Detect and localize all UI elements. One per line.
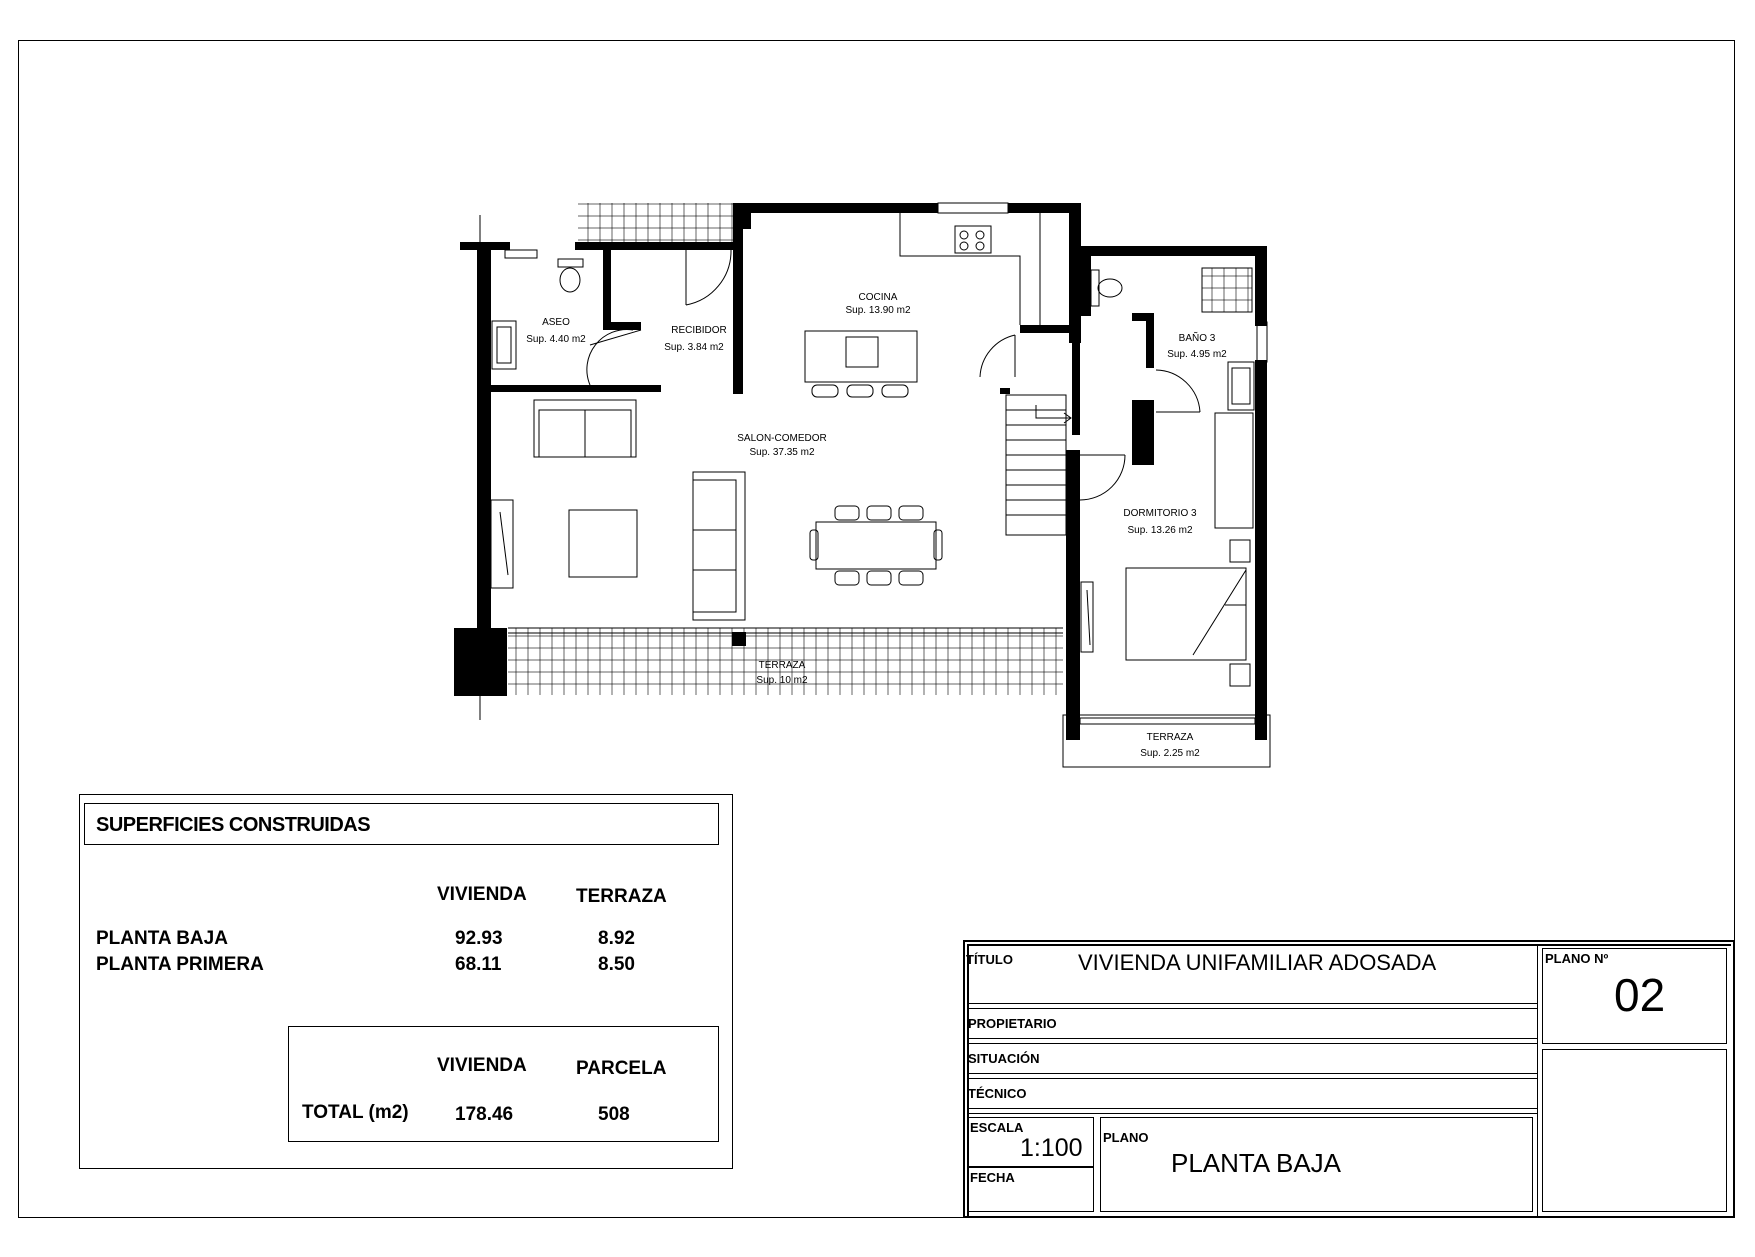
room-area-terraza-small: Sup. 2.25 m2 [1140,748,1200,759]
row-terraza-planta-primera: 8.50 [598,954,635,975]
tecnico-label: TÉCNICO [968,1086,1027,1101]
total-parcela: 508 [598,1104,630,1125]
total-label: TOTAL (m2) [302,1102,409,1123]
room-label-salon: SALON-COMEDOR [737,433,827,444]
room-label-aseo: ASEO [542,317,570,328]
col-vivienda-header: VIVIENDA [437,884,527,905]
divider [967,1008,1537,1009]
divider [967,1078,1537,1079]
doors [587,250,1200,500]
plano-label: PLANO [1103,1130,1149,1145]
room-label-terraza-small: TERRAZA [1146,732,1194,743]
row-vivienda-planta-primera: 68.11 [455,954,502,975]
row-vivienda-planta-baja: 92.93 [455,928,503,949]
fecha-label: FECHA [970,1170,1015,1185]
room-label-bano3: BAÑO 3 [1178,333,1216,344]
bedroom-furniture [1081,413,1253,686]
plano-no-label: PLANO Nº [1545,951,1609,966]
divider [967,1043,1537,1044]
row-label-planta-primera: PLANTA PRIMERA [96,954,264,975]
escala-label: ESCALA [970,1120,1024,1135]
room-label-dormitorio3: DORMITORIO 3 [1123,508,1197,519]
living-furniture [491,400,942,620]
entrance-tiles [578,203,734,243]
col-terraza-header: TERRAZA [576,886,667,907]
situacion-label: SITUACIÓN [968,1051,1040,1066]
room-label-terraza-main: TERRAZA [758,660,806,671]
title-block-inner-top [967,944,1731,946]
room-area-terraza-main: Sup. 10 m2 [756,675,808,686]
room-label-cocina: COCINA [858,292,898,303]
aseo-fixtures [492,259,583,369]
escala-value: 1:100 [1020,1134,1083,1162]
room-area-cocina: Sup. 13.90 m2 [845,305,911,316]
total-col-vivienda: VIVIENDA [437,1055,527,1076]
bath3-fixtures [1091,268,1254,410]
room-area-recibidor: Sup. 3.84 m2 [664,342,724,353]
plano-value: PLANTA BAJA [1171,1148,1342,1178]
plano-no-value: 02 [1614,969,1666,1021]
kitchen-counter [900,213,1040,325]
titulo-value: VIVIENDA UNIFAMILIAR ADOSADA [1078,950,1437,975]
divider [967,1108,1537,1109]
divider [967,1113,1537,1114]
total-col-parcela: PARCELA [576,1058,667,1079]
room-area-bano3: Sup. 4.95 m2 [1167,349,1227,360]
divider [967,1073,1537,1074]
divider [967,1003,1537,1004]
kitchen-island [805,331,917,397]
propietario-label: PROPIETARIO [968,1016,1057,1031]
divider [967,1038,1537,1039]
room-label-recibidor: RECIBIDOR [671,325,727,336]
titulo-label: TÍTULO [966,952,1013,967]
room-area-dormitorio3: Sup. 13.26 m2 [1127,525,1193,536]
surfaces-title: SUPERFICIES CONSTRUIDAS [96,814,371,836]
total-vivienda: 178.46 [455,1104,514,1125]
stamp-box [1542,1049,1727,1212]
row-terraza-planta-baja: 8.92 [598,928,635,949]
row-label-planta-baja: PLANTA BAJA [96,928,228,949]
room-area-salon: Sup. 37.35 m2 [749,447,815,458]
stairs [1006,395,1071,535]
room-area-aseo: Sup. 4.40 m2 [526,334,586,345]
divider [1537,944,1538,1216]
